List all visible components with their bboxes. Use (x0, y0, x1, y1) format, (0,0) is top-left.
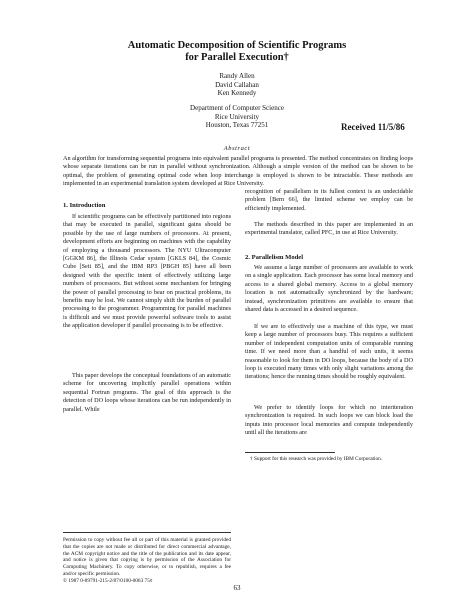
copyright-line: © 1987 0-89791-215-2/87/0100-0063 75¢ (63, 578, 153, 584)
copyright-notice: Permission to copy without fee all or part of this material is granted provided that the copies are not made or distributed for direct commercial advantage, the ACM copyright notice and the title of the publication and its date appear, and notice is given that copying is by permission of the Association for Computing Machinery. To copy otherwise, or to republish, requires a fee and/or specific permission. (63, 537, 231, 577)
page-number: 63 (233, 584, 241, 592)
right-paragraph-0: recognition of parallelism in its fullest context is an undecidable problem [Bern 66], the limited scheme we employ can be efficiently implemented. (245, 188, 413, 212)
intro-paragraph-2: This paper develops the conceptual foundations of an automatic scheme for uncovering implicitly parallel operations within sequential Fortran programs. The goal of this approach is the detection of DO loops whose iterations can be run independently in parallel. While (63, 372, 231, 413)
copyright-rule (63, 532, 231, 533)
affiliation-univ: Rice University (214, 112, 260, 121)
abstract-text: An algorithm for transforming sequential programs into equivalent parallel programs is presented. The method concentrates on finding loops whose separate iterations can be run in parallel without synchronization. Although a simple version of the method can be shown to be optimal, the problem of generating optimal code when loop interchange is employed is shown to be intractable. These methods are implemented in an experimental translation system developed at Rice University. (63, 155, 413, 188)
section-2-heading: 2. Parallelism Model (245, 254, 304, 261)
affiliation-city: Houston, Texas 77251 (205, 121, 269, 129)
author-1: Randy Allen (219, 72, 255, 80)
author-3: Ken Kennedy (217, 89, 257, 97)
section-1-heading: 1. Introduction (63, 202, 106, 209)
parallelism-paragraph-1: We assume a large number of processors are available to work on a single application. Each processor has some local memory and access to a shared global memory. Access to a global memory location is not automatically synchronized by the hardware; instead, synchronization primitives are available to ensure that shared data is accessed in a desired sequence. (245, 264, 413, 314)
affiliation-dept: Department of Computer Science (190, 104, 284, 112)
footnote-rule (245, 452, 335, 453)
author-2: David Callahan (215, 80, 259, 89)
right-paragraph-1: The methods described in this paper are implemented in an experimental translator, called PFC, in use at Rice University. (245, 221, 413, 237)
footnote-support: † Support for this research was provided by IBM Corporation. (250, 456, 383, 462)
paper-title-line2: for Parallel Execution† (185, 52, 289, 63)
paper-title-line1: Automatic Decomposition of Scientific Programs (127, 40, 347, 51)
received-stamp: Received 11/5/86 (341, 122, 405, 132)
parallelism-paragraph-2: If we are to effectively use a machine of this type, we must keep a large number of processors busy. This requires a sufficient number of independent computation units of comparable running time. If we need more than a handful of such units, it seems reasonable to look for them in DO loops, because the body of a DO loop is executed many times with only slight variations among the iterations; hence the running times should be roughly equivalent. (245, 323, 413, 381)
parallelism-paragraph-3: We prefer to identify loops for which no interiteration synchronization is required. In such loops we can block load the inputs into processor local memories and compute independently until all the iterations are (245, 404, 413, 437)
abstract-heading: Abstract (223, 145, 251, 152)
intro-paragraph-1: If scientific programs can be effectively partitioned into regions that may be executed in parallel, significant gains should be possible by the use of large numbers of processors. At present, development efforts are beginning on machines with the capability of employing a thousand processors. The NYU Ultracomputer [GGKM 86], the Illinois Cedar system [GKLS 84], the Cosmic Cube [Seit 85], and the IBM RP3 [PBGH 85] have all been designed with the specific intent of effectively utilizing large numbers of processors. But without some mechanism for bringing the power of parallel processing to bear on practical problems, its benefits may be lost. We cannot simply shift the burden of parallel processing to the programmer. Programming for parallel machines is difficult and we must provide powerful software tools to assist the application developer if parallel processing is to be effective. (63, 213, 231, 330)
